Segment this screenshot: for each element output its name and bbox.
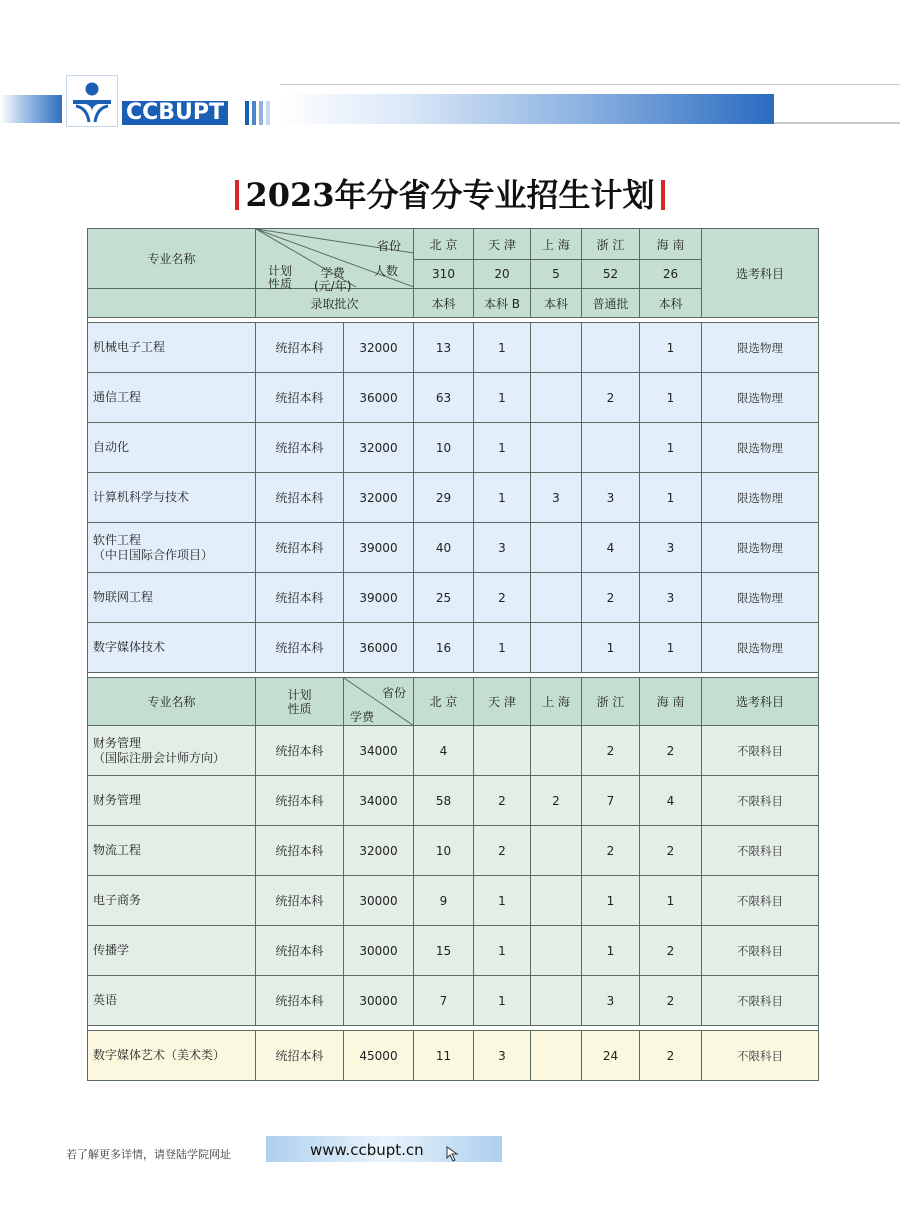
count-shanghai: 3 [531, 473, 582, 523]
count-zhejiang: 3 [582, 473, 640, 523]
plan-type: 统招本科 [256, 473, 344, 523]
header-province-label: 省份 [377, 239, 402, 253]
tuition-fee: 32000 [344, 323, 414, 373]
count-zhejiang: 2 [582, 373, 640, 423]
subject-requirement: 限选物理 [702, 523, 819, 573]
batch-hn: 本科 [640, 289, 702, 318]
plan-type: 统招本科 [256, 776, 344, 826]
table-row [88, 876, 819, 926]
batch-bj: 本科 [414, 289, 474, 318]
title-mark-right [661, 180, 665, 210]
cursor-icon [446, 1146, 460, 1162]
title-mark-left [235, 180, 239, 210]
tuition-fee: 30000 [344, 876, 414, 926]
plan-type: 统招本科 [256, 876, 344, 926]
count-shanghai [531, 423, 582, 473]
plan-type: 统招本科 [256, 726, 344, 776]
table3-body [88, 1031, 819, 1081]
batch-sh: 本科 [531, 289, 582, 318]
plan-type: 统招本科 [256, 623, 344, 673]
batch-tj: 本科 B [474, 289, 531, 318]
count-beijing: 7 [414, 976, 474, 1026]
header-batch: 录取批次 [256, 289, 414, 318]
header-major-blank [88, 289, 256, 318]
subject-requirement: 不限科目 [702, 976, 819, 1026]
tuition-fee: 39000 [344, 573, 414, 623]
header2-province-hn: 海 南 [640, 678, 702, 726]
plan-type: 统招本科 [256, 423, 344, 473]
count-tianjin: 3 [474, 523, 531, 573]
header-top-line [280, 84, 900, 85]
subject-requirement: 不限科目 [702, 926, 819, 976]
major-name: 计算机科学与技术 [88, 473, 256, 523]
tuition-fee: 36000 [344, 623, 414, 673]
count-zhejiang: 1 [582, 876, 640, 926]
count-zhejiang: 1 [582, 623, 640, 673]
count-hainan: 2 [640, 826, 702, 876]
brand-name: CCBUPT [122, 101, 228, 125]
table-row [88, 623, 819, 673]
total-tj: 20 [474, 260, 531, 289]
plan-type: 统招本科 [256, 826, 344, 876]
count-hainan: 1 [640, 876, 702, 926]
footer-text: 若了解更多详情，请登陆学院网址 [66, 1148, 231, 1161]
major-name: 数字媒体技术 [88, 623, 256, 673]
count-tianjin [474, 726, 531, 776]
subject-requirement: 限选物理 [702, 323, 819, 373]
header2-province-tj: 天 津 [474, 678, 531, 726]
plan-type: 统招本科 [256, 926, 344, 976]
count-zhejiang: 3 [582, 976, 640, 1026]
header-fee-label: 学费 (元/年) [314, 266, 352, 293]
subject-requirement: 限选物理 [702, 473, 819, 523]
count-zhejiang: 4 [582, 523, 640, 573]
header2-plan: 计划 性质 [256, 678, 344, 726]
count-shanghai [531, 573, 582, 623]
count-tianjin: 1 [474, 473, 531, 523]
header-province-tj: 天 津 [474, 229, 531, 260]
count-beijing: 58 [414, 776, 474, 826]
table-row [88, 826, 819, 876]
header2-major-name: 专业名称 [88, 678, 256, 726]
subject-requirement: 不限科目 [702, 876, 819, 926]
table-row [88, 776, 819, 826]
count-shanghai: 2 [531, 776, 582, 826]
enrollment-plan-table [87, 228, 819, 1081]
total-hn: 26 [640, 260, 702, 289]
count-zhejiang [582, 323, 640, 373]
count-shanghai [531, 826, 582, 876]
count-tianjin: 3 [474, 1031, 531, 1081]
count-shanghai [531, 523, 582, 573]
major-name: 财务管理 （国际注册会计师方向） [88, 726, 256, 776]
count-zhejiang: 2 [582, 573, 640, 623]
count-hainan: 1 [640, 623, 702, 673]
table-row [88, 726, 819, 776]
major-name: 电子商务 [88, 876, 256, 926]
table1-body [88, 323, 819, 673]
header-band-right [280, 94, 774, 124]
header2-province-bj: 北 京 [414, 678, 474, 726]
major-name: 数字媒体艺术（美术类） [88, 1031, 256, 1081]
header2-diagonal-cell [344, 678, 414, 726]
table-row [88, 976, 819, 1026]
count-beijing: 25 [414, 573, 474, 623]
tuition-fee: 39000 [344, 523, 414, 573]
count-hainan: 1 [640, 423, 702, 473]
header2-province-zj: 浙 江 [582, 678, 640, 726]
table-row [88, 573, 819, 623]
count-shanghai [531, 926, 582, 976]
header-province-hn: 海 南 [640, 229, 702, 260]
count-hainan: 2 [640, 976, 702, 1026]
count-beijing: 9 [414, 876, 474, 926]
count-hainan: 4 [640, 776, 702, 826]
table-row [88, 926, 819, 976]
subject-requirement: 不限科目 [702, 776, 819, 826]
count-zhejiang: 2 [582, 726, 640, 776]
count-shanghai [531, 976, 582, 1026]
count-zhejiang: 24 [582, 1031, 640, 1081]
plan-type: 统招本科 [256, 976, 344, 1026]
count-tianjin: 2 [474, 826, 531, 876]
header-province-bj: 北 京 [414, 229, 474, 260]
college-logo-icon [66, 75, 118, 127]
count-beijing: 15 [414, 926, 474, 976]
plan-type: 统招本科 [256, 373, 344, 423]
count-tianjin: 2 [474, 776, 531, 826]
table-row [88, 423, 819, 473]
count-tianjin: 2 [474, 573, 531, 623]
header-subject: 选考科目 [702, 229, 819, 318]
count-shanghai [531, 1031, 582, 1081]
total-sh: 5 [531, 260, 582, 289]
tuition-fee: 32000 [344, 826, 414, 876]
major-name: 自动化 [88, 423, 256, 473]
count-tianjin: 1 [474, 373, 531, 423]
count-tianjin: 1 [474, 926, 531, 976]
header2-subject: 选考科目 [702, 678, 819, 726]
count-beijing: 11 [414, 1031, 474, 1081]
count-hainan: 2 [640, 926, 702, 976]
count-beijing: 13 [414, 323, 474, 373]
major-name: 软件工程 （中日国际合作项目） [88, 523, 256, 573]
count-tianjin: 1 [474, 976, 531, 1026]
header-diagonal-cell [256, 229, 414, 293]
subject-requirement: 不限科目 [702, 1031, 819, 1081]
count-tianjin: 1 [474, 423, 531, 473]
table-row [88, 323, 819, 373]
tuition-fee: 30000 [344, 926, 414, 976]
count-zhejiang: 1 [582, 926, 640, 976]
header-band-left [0, 95, 62, 123]
tuition-fee: 32000 [344, 423, 414, 473]
count-tianjin: 1 [474, 323, 531, 373]
header2-fee-label: 学费 [350, 710, 375, 724]
count-beijing: 40 [414, 523, 474, 573]
count-shanghai [531, 876, 582, 926]
header2-province-label: 省份 [382, 686, 407, 700]
count-tianjin: 1 [474, 876, 531, 926]
plan-type: 统招本科 [256, 323, 344, 373]
plan-type: 统招本科 [256, 1031, 344, 1081]
table2-body [88, 726, 819, 1026]
table-row [88, 373, 819, 423]
count-shanghai [531, 726, 582, 776]
subject-requirement: 不限科目 [702, 726, 819, 776]
tuition-fee: 45000 [344, 1031, 414, 1081]
tuition-fee: 30000 [344, 976, 414, 1026]
total-zj: 52 [582, 260, 640, 289]
count-hainan: 3 [640, 573, 702, 623]
tuition-fee: 34000 [344, 776, 414, 826]
table-row [88, 1031, 819, 1081]
subject-requirement: 限选物理 [702, 373, 819, 423]
table-row [88, 523, 819, 573]
plan-type: 统招本科 [256, 523, 344, 573]
tuition-fee: 34000 [344, 726, 414, 776]
header2-province-sh: 上 海 [531, 678, 582, 726]
subject-requirement: 限选物理 [702, 423, 819, 473]
brand-bars-decoration [245, 101, 273, 125]
subject-requirement: 不限科目 [702, 826, 819, 876]
page-title: 2023年分省分专业招生计划 [0, 170, 900, 216]
count-hainan: 1 [640, 373, 702, 423]
major-name: 物流工程 [88, 826, 256, 876]
count-beijing: 4 [414, 726, 474, 776]
count-beijing: 10 [414, 826, 474, 876]
major-name: 财务管理 [88, 776, 256, 826]
plan-type: 统招本科 [256, 573, 344, 623]
table-row [88, 473, 819, 523]
count-shanghai [531, 373, 582, 423]
count-beijing: 29 [414, 473, 474, 523]
subject-requirement: 限选物理 [702, 623, 819, 673]
count-zhejiang: 2 [582, 826, 640, 876]
website-link[interactable]: www.ccbupt.cn [310, 1141, 424, 1159]
count-hainan: 2 [640, 1031, 702, 1081]
count-zhejiang: 7 [582, 776, 640, 826]
count-hainan: 1 [640, 323, 702, 373]
header-province-zj: 浙 江 [582, 229, 640, 260]
batch-zj: 普通批 [582, 289, 640, 318]
count-beijing: 63 [414, 373, 474, 423]
count-beijing: 10 [414, 423, 474, 473]
major-name: 英语 [88, 976, 256, 1026]
major-name: 机械电子工程 [88, 323, 256, 373]
major-name: 通信工程 [88, 373, 256, 423]
major-name: 物联网工程 [88, 573, 256, 623]
subject-requirement: 限选物理 [702, 573, 819, 623]
count-zhejiang [582, 423, 640, 473]
tuition-fee: 32000 [344, 473, 414, 523]
major-name: 传播学 [88, 926, 256, 976]
tuition-fee: 36000 [344, 373, 414, 423]
header-count-label: 人数 [374, 264, 399, 278]
total-bj: 310 [414, 260, 474, 289]
count-shanghai [531, 623, 582, 673]
count-hainan: 1 [640, 473, 702, 523]
header-bottom-line [774, 122, 900, 124]
count-beijing: 16 [414, 623, 474, 673]
count-hainan: 2 [640, 726, 702, 776]
header-plan-label: 计划 性质 [268, 264, 293, 291]
count-tianjin: 1 [474, 623, 531, 673]
count-shanghai [531, 323, 582, 373]
header-province-sh: 上 海 [531, 229, 582, 260]
count-hainan: 3 [640, 523, 702, 573]
header-major-name: 专业名称 [88, 229, 256, 289]
